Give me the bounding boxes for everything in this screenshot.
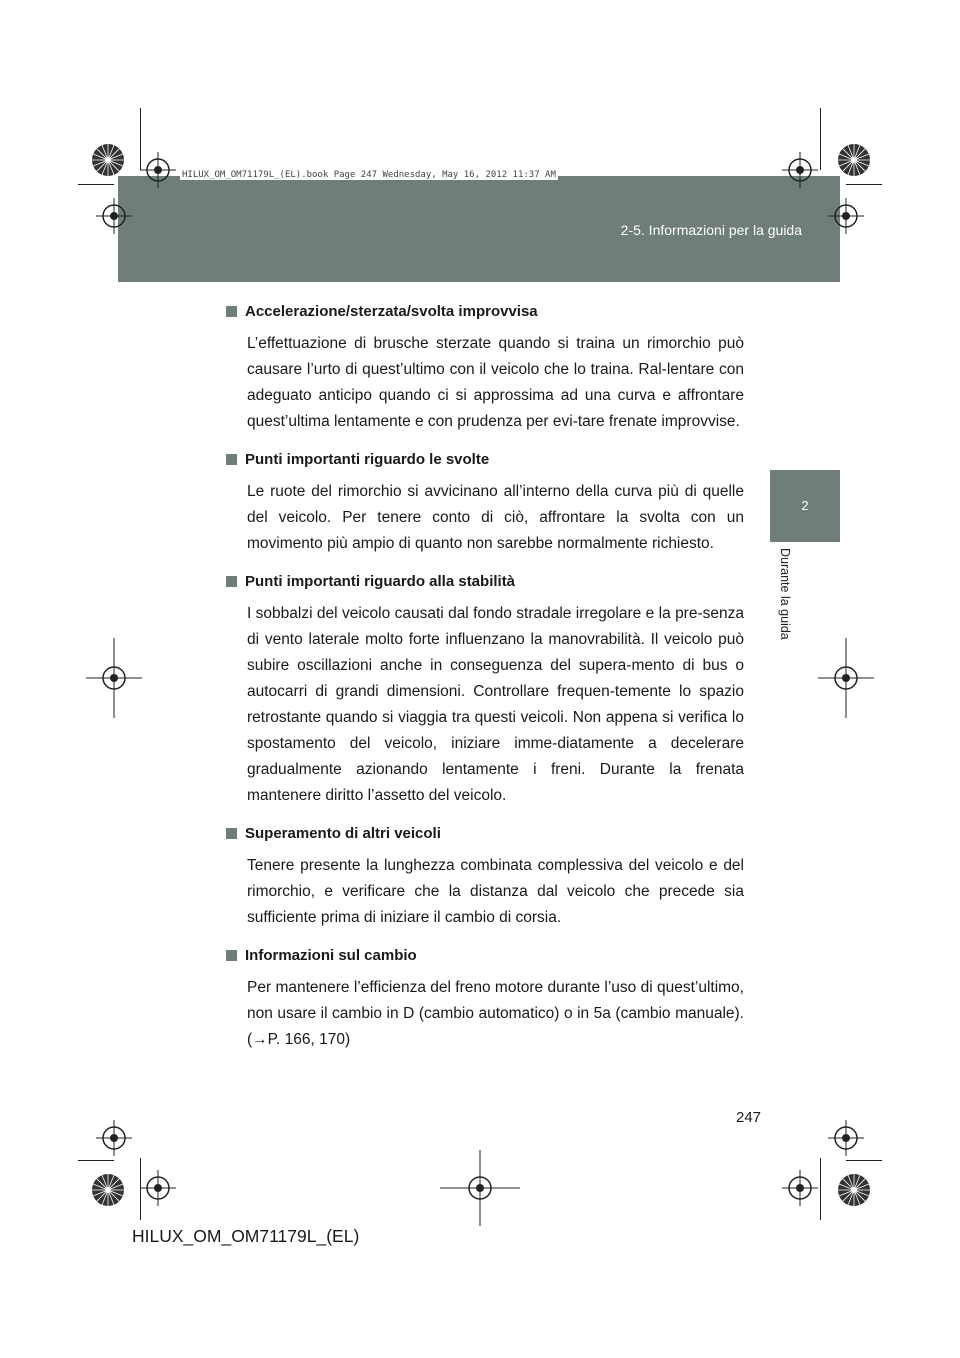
section-heading-text: Superamento di altri veicoli [245,825,441,842]
registration-mark-icon [140,1170,176,1206]
book-stamp: HILUX_OM_OM71179L_(EL).book Page 247 Wednesday, May 16, 2012 11:37 AM [182,170,556,180]
registration-mark-icon [86,638,142,718]
page-number: 247 [736,1109,762,1126]
registration-mark-icon [96,198,132,234]
section-heading-text: Punti importanti riguardo le svolte [245,451,490,468]
section-body: Le ruote del rimorchio si avvicinano all’interno della curva più di quelle del veicolo. Per tenere conto di ciò, affrontare la svolta con un movimento più ampio di quanto non sarebbe normalmente richiesto. [247,483,744,552]
chapter-tab-label [776,548,806,658]
registration-mark-icon [818,638,874,718]
section-heading [226,945,744,967]
starburst-mark-icon [90,1172,126,1208]
section-heading [226,823,744,845]
registration-mark-icon [140,152,176,188]
chapter-tab-label-text: Durante la guida [778,548,792,640]
section-sudden-maneuvers [226,301,744,435]
crop-line [846,184,882,185]
registration-mark-icon [440,1150,520,1226]
section-body: Per mantenere l’efficienza del freno motore durante l’uso di quest’ultimo, non usare il cambio in D (cambio automatico) o in 5a (cambio manuale). (→P. 166, 170) [247,979,744,1048]
crop-line [78,184,114,185]
section-stability [226,571,744,809]
registration-mark-icon [96,1120,132,1156]
chapter-tab-number: 2 [770,470,840,542]
section-turning [226,449,744,557]
crop-line [846,1160,882,1161]
square-bullet-icon [226,950,237,961]
registration-mark-icon [782,152,818,188]
section-heading [226,449,744,471]
section-heading-text: Accelerazione/sterzata/svolta improvvisa [245,303,538,320]
registration-mark-icon [828,198,864,234]
section-passing [226,823,744,931]
section-body: L’effettuazione di brusche sterzate quando si traina un rimorchio può causare l’urto di quest’ultimo con il veicolo che lo traina. Ral-lentare con adeguato anticipo quando ci si approssima ad una curva e affrontare quest’ultima lentamente e con prudenza per evi-tare frenate improvvise. [247,335,744,430]
section-heading [226,571,744,593]
section-heading-text: Informazioni sul cambio [245,947,417,964]
section-title: 2-5. Informazioni per la guida [620,222,802,238]
registration-mark-icon [828,1120,864,1156]
section-heading [226,301,744,323]
square-bullet-icon [226,306,237,317]
section-body: Tenere presente la lunghezza combinata complessiva del veicolo e del rimorchio, e verificare che la distanza dal veicolo che precede sia sufficiente prima di iniziare il cambio di corsia. [247,857,744,926]
starburst-mark-icon [90,142,126,178]
registration-mark-icon [782,1170,818,1206]
header-band [118,176,840,282]
square-bullet-icon [226,454,237,465]
section-body: I sobbalzi del veicolo causati dal fondo stradale irregolare e la pre-senza di vento laterale molto forte influenzano la manovrabilità. Il veicolo può subire oscillazioni anche in conseguenza del supera-mento di bus o autocarri di grandi dimensioni. Controllare frequen-temente lo spazio retrostante quando si viaggia tra questi veicoli. Non appena si verifica lo spostamento del veicolo, iniziare imme-diatamente a decelerare gradualmente azionando lentamente i freni. Durante la frenata mantenere diritto l’assetto del veicolo. [247,605,744,804]
starburst-mark-icon [836,142,872,178]
crop-line [78,1160,114,1161]
main-content [226,301,744,1067]
starburst-mark-icon [836,1172,872,1208]
crop-line [820,1158,821,1220]
footer-doc-id: HILUX_OM_OM71179L_(EL) [132,1226,360,1246]
crop-line [820,108,821,170]
square-bullet-icon [226,576,237,587]
section-heading-text: Punti importanti riguardo alla stabilità [245,573,516,590]
square-bullet-icon [226,828,237,839]
section-transmission [226,945,744,1053]
